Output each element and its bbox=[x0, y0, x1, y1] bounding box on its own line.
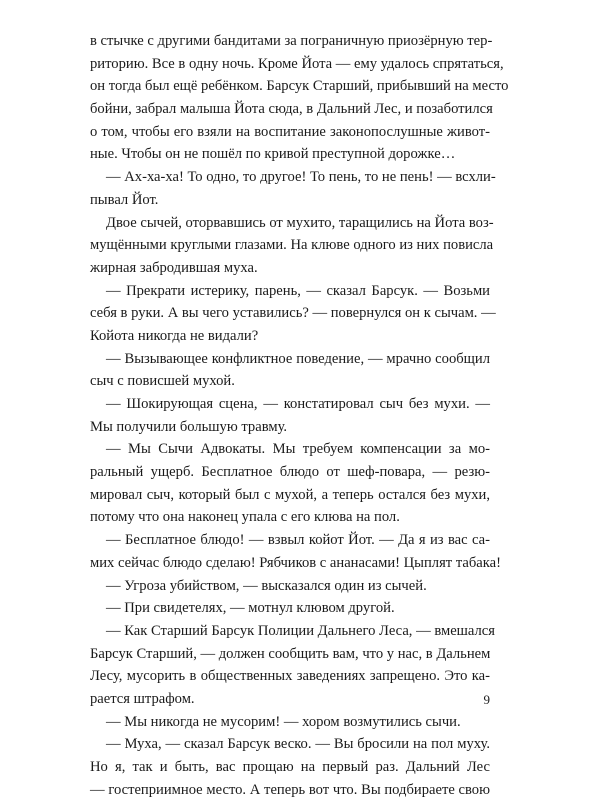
text-line: Койота никогда не видали? bbox=[90, 327, 259, 344]
text-line: пывал Йот. bbox=[90, 191, 159, 208]
text-line: ные. Чтобы он не пошёл по кривой преступной дорожке… bbox=[90, 146, 456, 163]
text-line: себя в руки. А вы чего уставились? — повернулся он к сычам. — bbox=[90, 305, 496, 322]
text-line: в стычке с другими бандитами за пограничную приозёрную тер- bbox=[90, 33, 493, 49]
text-line: — Прекрати истерику, парень, — сказал Барсук. — Возьми bbox=[106, 282, 490, 299]
text-line: — гостеприимное место. А теперь вот что. Вы подбираете свою bbox=[90, 781, 490, 798]
text-line: ральный ущерб. Бесплатное блюдо от шеф-повара, — резю- bbox=[90, 464, 490, 481]
page-number: 9 bbox=[483, 692, 490, 707]
text-line: мировал сыч, который был с мухой, а теперь остался без мухи, bbox=[90, 486, 490, 503]
text-line: Мы получили большую травму. bbox=[90, 418, 288, 435]
text-line: о том, чтобы его взяли на воспитание законопослушные живот- bbox=[90, 123, 490, 140]
text-line: рается штрафом. bbox=[90, 690, 195, 707]
text-line: — Шокирующая сцена, — констатировал сыч без мухи. — bbox=[106, 396, 490, 412]
text-line: — Мы никогда не мусорим! — хором возмутились сычи. bbox=[106, 713, 461, 730]
text-line: мих сейчас блюдо сделаю! Рябчиков с ананасами! Цыплят табака! bbox=[90, 554, 501, 571]
text-line: — Угроза убийством, — высказался один из сычей. bbox=[106, 577, 427, 594]
text-line: — Бесплатное блюдо! — взвыл койот Йот. — Да я из вас са- bbox=[106, 532, 490, 549]
text-line: — Муха, — сказал Барсук веско. — Вы бросили на пол муху. bbox=[106, 736, 490, 753]
text-line: Но я, так и быть, вас прощаю на первый раз. Дальний Лес bbox=[90, 759, 490, 775]
text-line: потому что она наконец упала с его клюва на пол. bbox=[90, 509, 400, 526]
text-line: — При свидетелях, — мотнул клювом другой. bbox=[106, 600, 395, 617]
body-text bbox=[90, 30, 509, 801]
text-line: — Мы Сычи Адвокаты. Мы требуем компенсации за мо- bbox=[106, 441, 490, 458]
text-line: Лесу, мусорить в общественных заведениях запрещено. Это ка- bbox=[90, 668, 490, 685]
text-line: Барсук Старший, — должен сообщить вам, что у нас, в Дальнем bbox=[90, 645, 491, 662]
text-line: он тогда был ещё ребёнком. Барсук Старший, прибывший на место bbox=[90, 78, 509, 95]
text-line: — Ах-ха-ха! То одно, то другое! То пень, то не пень! — всхли- bbox=[106, 169, 496, 186]
text-line: — Вызывающее конфликтное поведение, — мрачно сообщил bbox=[106, 350, 490, 367]
text-line: бойни, забрал малыша Йота сюда, в Дальний Лес, и позаботился bbox=[90, 101, 493, 118]
text-line: Двое сычей, оторвавшись от мухито, таращились на Йота воз- bbox=[106, 214, 494, 231]
text-line: жирная забродившая муха. bbox=[90, 259, 258, 276]
text-line: сыч с повисшей мухой. bbox=[90, 373, 235, 390]
text-line: — Как Старший Барсук Полиции Дальнего Леса, — вмешался bbox=[106, 622, 496, 639]
text-line: риторию. Все в одну ночь. Кроме Йота — ему удалось спрятаться, bbox=[90, 55, 504, 72]
text-line: мущёнными круглыми глазами. На клюве одного из них повисла bbox=[90, 237, 494, 254]
